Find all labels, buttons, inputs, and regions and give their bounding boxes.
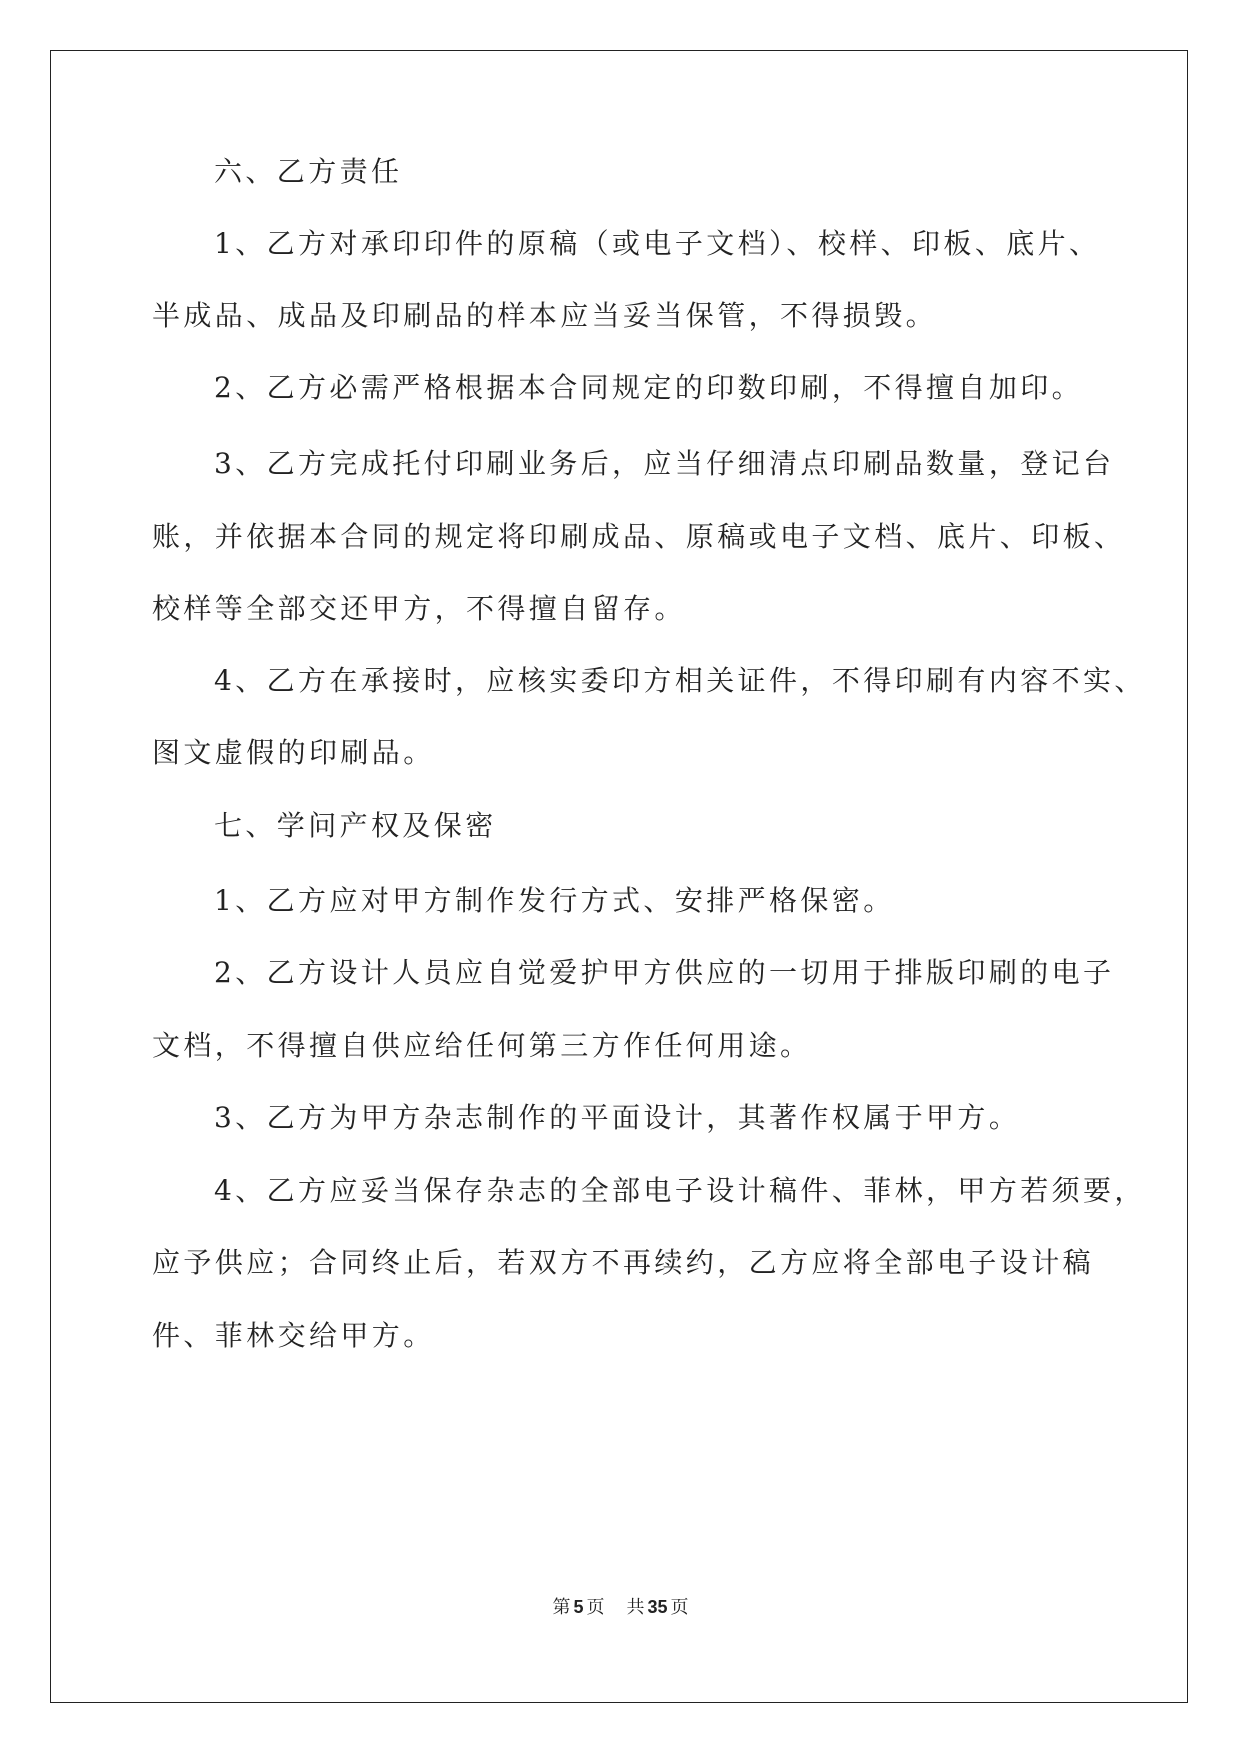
paragraph-line: 4、乙方在承接时，应核实委印方相关证件，不得印刷有内容不实、 bbox=[214, 664, 1146, 697]
page-footer bbox=[0, 1593, 1241, 1619]
paragraph-line: 4、乙方应妥当保存杂志的全部电子设计稿件、菲林，甲方若须要， bbox=[214, 1174, 1146, 1207]
paragraph-line: 半成品、成品及印刷品的样本应当妥当保管，不得损毁。 bbox=[152, 299, 938, 332]
paragraph-line: 应予供应；合同终止后，若双方不再续约，乙方应将全部电子设计稿 bbox=[152, 1246, 1095, 1279]
total-pages: 35 bbox=[647, 1597, 668, 1617]
page-prefix: 第 bbox=[552, 1597, 571, 1618]
paragraph-line: 文档，不得擅自供应给任何第三方作任何用途。 bbox=[152, 1029, 812, 1062]
paragraph-line: 2、乙方设计人员应自觉爱护甲方供应的一切用于排版印刷的电子 bbox=[214, 956, 1115, 989]
paragraph-line: 校样等全部交还甲方，不得擅自留存。 bbox=[152, 592, 686, 625]
paragraph-line: 3、乙方为甲方杂志制作的平面设计，其著作权属于甲方。 bbox=[214, 1101, 1021, 1134]
paragraph-line: 1、乙方应对甲方制作发行方式、安排严格保密。 bbox=[214, 884, 895, 917]
total-suffix: 页 bbox=[670, 1597, 689, 1618]
paragraph-line: 2、乙方必需严格根据本合同规定的印数印刷，不得擅自加印。 bbox=[214, 371, 1084, 404]
paragraph-line: 图文虚假的印刷品。 bbox=[152, 736, 435, 769]
paragraph-line: 1、乙方对承印印件的原稿（或电子文档）、校样、印板、底片、 bbox=[214, 227, 1101, 260]
total-prefix: 共 bbox=[626, 1597, 645, 1618]
section-heading-7: 七、学问产权及保密 bbox=[214, 809, 497, 842]
page-suffix: 页 bbox=[586, 1597, 605, 1618]
paragraph-line: 账，并依据本合同的规定将印刷成品、原稿或电子文档、底片、印板、 bbox=[152, 520, 1126, 553]
section-heading-6: 六、乙方责任 bbox=[214, 155, 403, 188]
paragraph-line: 3、乙方完成托付印刷业务后，应当仔细清点印刷品数量，登记台 bbox=[214, 447, 1115, 480]
page-number: 5 bbox=[573, 1597, 584, 1617]
paragraph-line: 件、菲林交给甲方。 bbox=[152, 1319, 435, 1352]
